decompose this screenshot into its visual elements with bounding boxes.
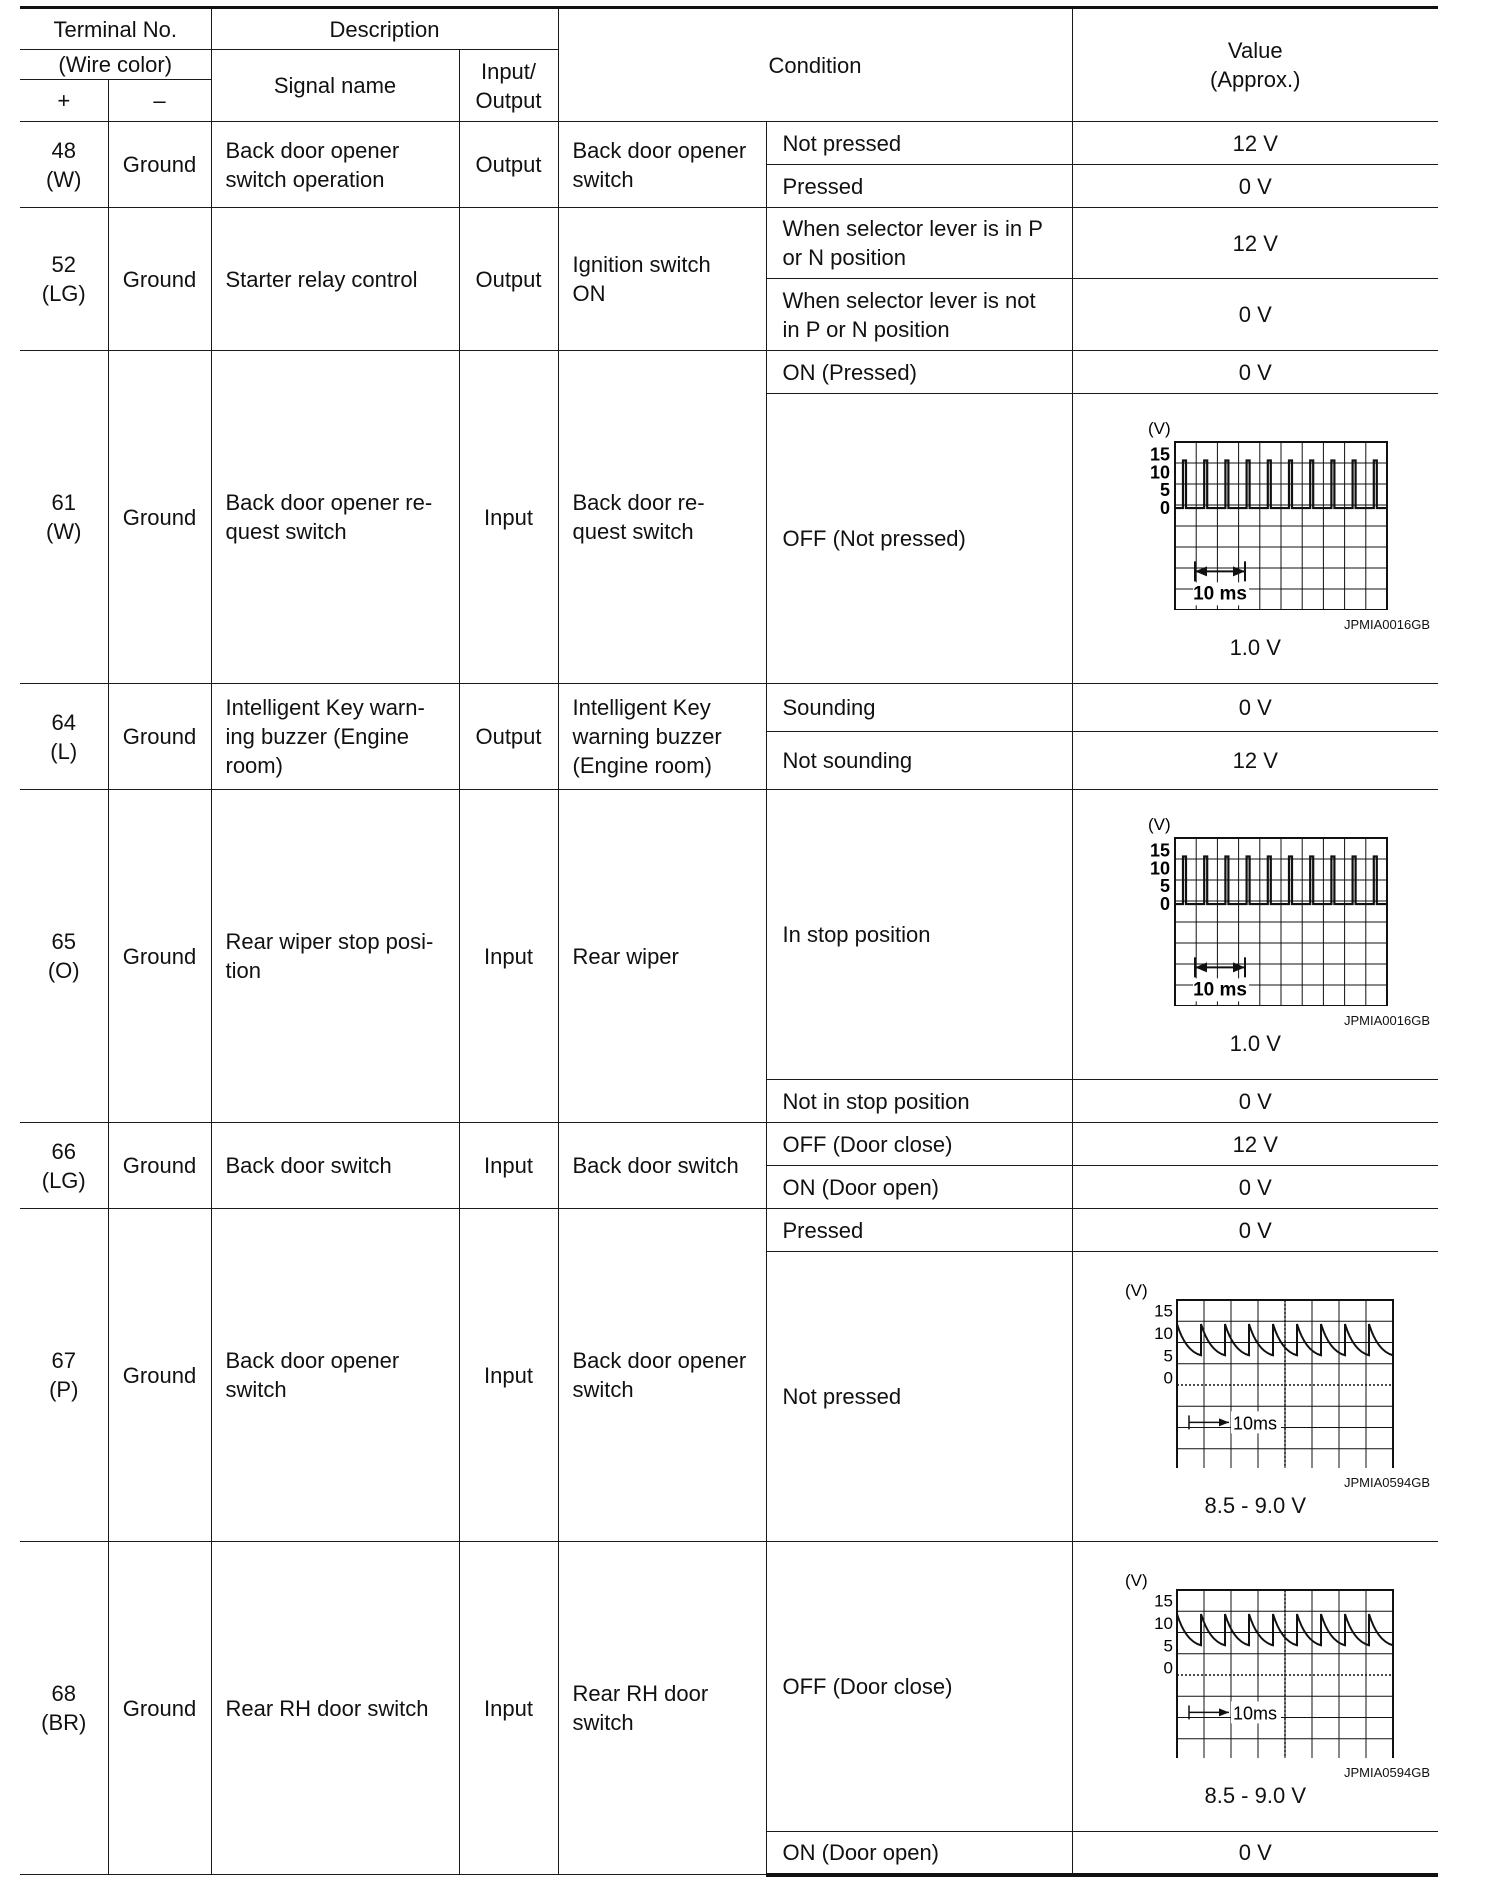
figure-code: JPMIA0594GB bbox=[1344, 1475, 1430, 1490]
scope-y-tick: 10 bbox=[1154, 1613, 1174, 1633]
table-row bbox=[20, 351, 1438, 394]
scope-time-arrow bbox=[1219, 1418, 1229, 1426]
condition-cell bbox=[558, 1209, 766, 1542]
header-minus: – bbox=[108, 80, 211, 122]
signal-name-cell bbox=[211, 684, 459, 790]
condition-line: ON bbox=[572, 281, 606, 306]
wire-color: (L) bbox=[50, 738, 78, 764]
scope-y-tick: 0 bbox=[1163, 1658, 1174, 1678]
scope-time-label: 10ms bbox=[1233, 1413, 1278, 1434]
sub-condition-line: Not in stop position bbox=[782, 1088, 970, 1114]
header-plus: + bbox=[20, 80, 108, 122]
table-row bbox=[20, 1123, 1438, 1166]
wire-color: (O) bbox=[47, 958, 80, 983]
ground-cell: Ground bbox=[108, 684, 211, 790]
sub-condition-line: Not pressed bbox=[782, 130, 902, 156]
terminal-number: 66 bbox=[51, 1138, 76, 1164]
sub-condition-line: ON (Door open) bbox=[782, 1839, 940, 1865]
scope-y-tick: 10 bbox=[1150, 858, 1171, 879]
condition-cell bbox=[558, 1542, 766, 1875]
sub-condition-line: OFF (Door close) bbox=[782, 1674, 953, 1699]
wire-color: (LG) bbox=[41, 1167, 86, 1193]
scope-y-tick: 5 bbox=[1163, 1346, 1174, 1366]
scope-unit-label: (V) bbox=[1125, 1571, 1148, 1590]
ground-cell: Ground bbox=[108, 1209, 211, 1542]
wire-color: (LG) bbox=[41, 281, 86, 306]
sub-condition-line: ON (Pressed) bbox=[782, 359, 917, 385]
condition-line: Intelligent Key bbox=[572, 695, 711, 720]
signal-name-cell bbox=[211, 790, 459, 1123]
signal-name-line: Rear wiper stop posi- bbox=[225, 929, 434, 954]
sub-condition-cell bbox=[766, 1209, 1072, 1252]
ground-cell: Ground bbox=[108, 1542, 211, 1875]
scope-unit-label: (V) bbox=[1125, 1281, 1148, 1300]
condition-line: Back door opener bbox=[572, 137, 747, 163]
sub-condition-line: When selector lever is not bbox=[782, 287, 1036, 313]
terminal-number: 68 bbox=[51, 1681, 76, 1706]
condition-cell bbox=[558, 790, 766, 1123]
wire-color: (W) bbox=[46, 166, 82, 192]
signal-name-line: ing buzzer (Engine bbox=[225, 724, 409, 749]
table-row bbox=[20, 208, 1438, 279]
sub-condition-cell bbox=[766, 394, 1072, 684]
oscilloscope-waveform bbox=[1105, 1568, 1405, 1758]
value-cell bbox=[1072, 1252, 1438, 1542]
sub-condition-cell bbox=[766, 279, 1072, 351]
scope-y-tick: 15 bbox=[1150, 444, 1171, 465]
signal-name-line: quest switch bbox=[225, 519, 347, 544]
scope-unit-label: (V) bbox=[1148, 420, 1171, 438]
signal-name-cell bbox=[211, 1209, 459, 1542]
signal-name-line: switch operation bbox=[225, 166, 385, 192]
condition-line: Rear wiper bbox=[572, 943, 679, 969]
condition-cell bbox=[558, 351, 766, 684]
sub-condition-cell bbox=[766, 732, 1072, 790]
wire-color: (W) bbox=[46, 519, 82, 544]
wire-color: (BR) bbox=[41, 1710, 87, 1735]
figure-code: JPMIA0016GB bbox=[1344, 1013, 1430, 1028]
value-cell: 12 V bbox=[1072, 208, 1438, 279]
sub-condition-line: Not pressed bbox=[782, 1384, 902, 1409]
signal-name-cell bbox=[211, 1542, 459, 1875]
scope-time-arrow bbox=[1219, 1708, 1229, 1716]
value-cell bbox=[1072, 790, 1438, 1080]
table-row bbox=[20, 684, 1438, 732]
terminal-number: 52 bbox=[51, 252, 76, 277]
figure-code: JPMIA0016GB bbox=[1344, 617, 1430, 632]
signal-name-cell bbox=[211, 122, 459, 208]
signal-name-line: Intelligent Key warn- bbox=[225, 695, 425, 720]
condition-line: Back door re- bbox=[572, 490, 705, 515]
sub-condition-line: ON (Door open) bbox=[782, 1174, 940, 1200]
sub-condition-line: OFF (Door close) bbox=[782, 1131, 953, 1157]
signal-name-line: Back door opener bbox=[225, 1348, 400, 1373]
input-output-cell: Input bbox=[459, 1209, 558, 1542]
condition-line: Ignition switch bbox=[572, 252, 711, 277]
terminal-number: 48 bbox=[51, 137, 76, 163]
terminal-cell bbox=[20, 122, 108, 208]
terminal-cell bbox=[20, 684, 108, 790]
ground-cell: Ground bbox=[108, 122, 211, 208]
sub-condition-cell bbox=[766, 351, 1072, 394]
value-cell: 0 V bbox=[1072, 1209, 1438, 1252]
scope-y-tick: 15 bbox=[1154, 1591, 1174, 1611]
value-cell: 0 V bbox=[1072, 351, 1438, 394]
sub-condition-cell bbox=[766, 208, 1072, 279]
table-row bbox=[20, 1209, 1438, 1252]
table-row bbox=[20, 790, 1438, 1080]
scope-y-tick: 15 bbox=[1150, 840, 1171, 861]
scope-y-tick: 5 bbox=[1163, 1636, 1174, 1656]
value-cell: 12 V bbox=[1072, 732, 1438, 790]
value-cell: 12 V bbox=[1072, 122, 1438, 165]
condition-line: switch bbox=[572, 1377, 634, 1402]
condition-line: quest switch bbox=[572, 519, 694, 544]
sub-condition-cell bbox=[766, 790, 1072, 1080]
header-value: Value (Approx.) bbox=[1072, 8, 1438, 122]
waveform-holder bbox=[1073, 810, 1439, 1013]
signal-name-cell bbox=[211, 351, 459, 684]
signal-name-line: room) bbox=[225, 753, 283, 778]
scope-y-tick: 5 bbox=[1160, 876, 1171, 897]
terminal-number: 67 bbox=[51, 1348, 76, 1373]
terminal-cell bbox=[20, 1542, 108, 1875]
sub-condition-line: in P or N position bbox=[782, 316, 950, 342]
signal-name-line: Back door switch bbox=[225, 1153, 392, 1178]
oscilloscope-waveform bbox=[1105, 420, 1405, 610]
sub-condition-cell bbox=[766, 1542, 1072, 1832]
sub-condition-line: Not sounding bbox=[782, 748, 913, 773]
signal-name-line: tion bbox=[225, 958, 261, 983]
terminal-number: 65 bbox=[51, 929, 76, 954]
oscilloscope-waveform bbox=[1105, 816, 1405, 1006]
ground-cell: Ground bbox=[108, 208, 211, 351]
input-output-cell: Input bbox=[459, 790, 558, 1123]
figure-code: JPMIA0594GB bbox=[1344, 1765, 1430, 1780]
sub-condition-cell bbox=[766, 122, 1072, 165]
value-cell: 0 V bbox=[1072, 1080, 1438, 1123]
condition-line: Back door switch bbox=[572, 1153, 739, 1178]
terminal-cell bbox=[20, 1209, 108, 1542]
header-wire-color: (Wire color) bbox=[20, 50, 211, 80]
condition-cell bbox=[558, 684, 766, 790]
waveform-value: 1.0 V bbox=[1229, 635, 1281, 660]
input-output-cell: Output bbox=[459, 208, 558, 351]
sub-condition-line: Pressed bbox=[782, 173, 864, 199]
header-signal-name: Signal name bbox=[211, 50, 459, 122]
header-input-output: Input/ Output bbox=[459, 50, 558, 122]
scope-y-tick: 0 bbox=[1160, 498, 1171, 519]
condition-cell bbox=[558, 1123, 766, 1209]
scope-unit-label: (V) bbox=[1148, 816, 1171, 834]
input-output-cell: Output bbox=[459, 122, 558, 208]
scope-time-label: 10ms bbox=[1233, 1703, 1278, 1724]
terminal-spec-table bbox=[20, 6, 1438, 1877]
signal-name-line: Starter relay control bbox=[225, 266, 418, 292]
sub-condition-line: Pressed bbox=[782, 1217, 864, 1243]
value-cell: 0 V bbox=[1072, 279, 1438, 351]
scope-y-tick: 10 bbox=[1154, 1323, 1174, 1343]
sub-condition-line: OFF (Not pressed) bbox=[782, 526, 966, 551]
waveform-holder bbox=[1073, 1272, 1439, 1475]
signal-name-line: switch bbox=[225, 1377, 287, 1402]
sub-condition-cell bbox=[766, 1123, 1072, 1166]
header-condition: Condition bbox=[558, 8, 1072, 122]
terminal-cell bbox=[20, 790, 108, 1123]
signal-name-line: Rear RH door switch bbox=[225, 1695, 429, 1721]
sub-condition-line: When selector lever is in P bbox=[782, 216, 1043, 241]
signal-name-line: Back door opener re- bbox=[225, 490, 433, 515]
waveform-holder bbox=[1073, 1562, 1439, 1765]
sub-condition-cell bbox=[766, 684, 1072, 732]
input-output-cell: Output bbox=[459, 684, 558, 790]
waveform-value: 1.0 V bbox=[1229, 1031, 1281, 1056]
input-output-cell: Input bbox=[459, 351, 558, 684]
scope-y-tick: 15 bbox=[1154, 1301, 1174, 1321]
input-output-cell: Input bbox=[459, 1542, 558, 1875]
sub-condition-line: In stop position bbox=[782, 922, 931, 947]
waveform-value: 8.5 - 9.0 V bbox=[1204, 1493, 1306, 1518]
value-cell bbox=[1072, 1542, 1438, 1832]
sub-condition-cell bbox=[766, 1080, 1072, 1123]
condition-line: (Engine room) bbox=[572, 753, 712, 778]
condition-line: switch bbox=[572, 166, 634, 192]
sub-condition-cell bbox=[766, 1252, 1072, 1542]
condition-line: warning buzzer bbox=[572, 724, 722, 749]
scope-y-tick: 0 bbox=[1163, 1368, 1174, 1388]
signal-name-cell bbox=[211, 208, 459, 351]
ground-cell: Ground bbox=[108, 1123, 211, 1209]
input-output-cell: Input bbox=[459, 1123, 558, 1209]
scope-y-tick: 0 bbox=[1160, 894, 1171, 915]
sub-condition-cell bbox=[766, 1166, 1072, 1209]
scope-y-tick: 10 bbox=[1150, 462, 1171, 483]
condition-line: switch bbox=[572, 1710, 634, 1735]
scope-time-label: 10 ms bbox=[1193, 979, 1248, 1001]
sub-condition-cell bbox=[766, 165, 1072, 208]
condition-cell bbox=[558, 122, 766, 208]
signal-name-line: Back door opener bbox=[225, 137, 400, 163]
scope-time-label: 10 ms bbox=[1193, 583, 1248, 605]
header-description: Description bbox=[211, 8, 558, 50]
table-row bbox=[20, 122, 1438, 165]
sub-condition-line: Sounding bbox=[782, 695, 876, 720]
header-terminal-no: Terminal No. bbox=[20, 8, 211, 50]
condition-line: Rear RH door bbox=[572, 1681, 709, 1706]
value-cell: 0 V bbox=[1072, 165, 1438, 208]
value-cell: 0 V bbox=[1072, 1166, 1438, 1209]
scope-y-tick: 5 bbox=[1160, 480, 1171, 501]
terminal-cell bbox=[20, 1123, 108, 1209]
terminal-number: 61 bbox=[51, 490, 76, 515]
terminal-cell bbox=[20, 351, 108, 684]
value-cell: 0 V bbox=[1072, 1832, 1438, 1875]
table-row bbox=[20, 1542, 1438, 1832]
value-cell bbox=[1072, 394, 1438, 684]
waveform-value: 8.5 - 9.0 V bbox=[1204, 1783, 1306, 1808]
condition-cell bbox=[558, 208, 766, 351]
value-cell: 12 V bbox=[1072, 1123, 1438, 1166]
sub-condition-cell bbox=[766, 1832, 1072, 1875]
terminal-number: 64 bbox=[51, 709, 76, 735]
oscilloscope-waveform bbox=[1105, 1278, 1405, 1468]
value-cell: 0 V bbox=[1072, 684, 1438, 732]
ground-cell: Ground bbox=[108, 790, 211, 1123]
signal-name-cell bbox=[211, 1123, 459, 1209]
terminal-cell bbox=[20, 208, 108, 351]
ground-cell: Ground bbox=[108, 351, 211, 684]
sub-condition-line: or N position bbox=[782, 245, 907, 270]
condition-line: Back door opener bbox=[572, 1348, 747, 1373]
wire-color: (P) bbox=[49, 1377, 79, 1402]
waveform-holder bbox=[1073, 414, 1439, 617]
